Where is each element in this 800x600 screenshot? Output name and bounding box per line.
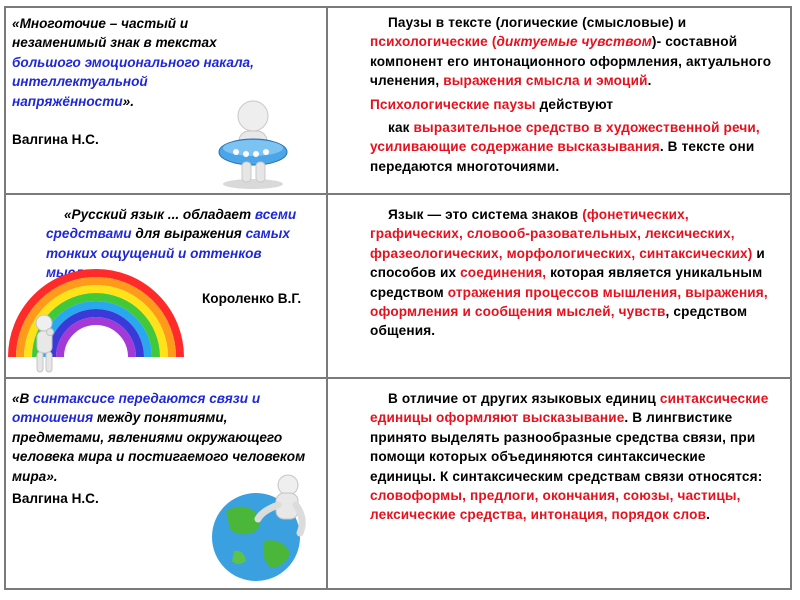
highlight-red: соединения, <box>460 265 547 281</box>
body-text: действуют <box>535 96 614 112</box>
body-text: как <box>388 120 414 136</box>
row2-author: Короленко В.Г. <box>202 291 302 306</box>
row3-text <box>370 389 774 525</box>
body-text: В отличие от других языковых единиц <box>388 391 660 406</box>
body-text: Язык — это система знаков <box>388 207 583 222</box>
quote-text: ». <box>92 265 104 281</box>
body-text: . <box>706 507 711 523</box>
body-text: Паузы в тексте (логические (смысловые) и <box>388 15 687 30</box>
row2-text <box>370 205 774 341</box>
quote-highlight: самых тонких ощущений и оттенков мысли <box>46 226 290 281</box>
row3-right-cell <box>328 379 790 588</box>
body-text: которая является уникальным средством <box>370 265 763 300</box>
quote-highlight: большого эмоционального накала, интеллектуальной напряжённости <box>12 54 254 109</box>
thinking-figure-icon <box>28 313 62 375</box>
row1-right-cell <box>328 8 790 193</box>
row2-right-cell <box>328 195 790 377</box>
quote-text: ». <box>122 93 134 109</box>
figure-hugging-globe-icon <box>204 471 316 585</box>
row1-text <box>370 13 774 176</box>
row3-author: Валгина Н.С. <box>12 491 99 506</box>
highlight-red: словоформы, предлоги, окончания, союзы, частицы, лексические средства, интонация, порядок слов <box>370 488 741 523</box>
quote-text: «Русский язык ... обладает <box>64 207 255 222</box>
highlight-red: психологические ( <box>370 34 497 50</box>
row3-left-cell <box>6 379 326 588</box>
quote-text: « <box>12 16 20 31</box>
row2-left-cell <box>6 195 326 377</box>
figure-with-blue-disc-icon <box>206 96 301 191</box>
row1-author: Валгина Н.С. <box>12 132 99 147</box>
highlight-red-italic: диктуемые чувством <box>496 34 652 50</box>
quote-text: для выражения <box>131 226 246 242</box>
body-text: и способов их <box>370 245 765 281</box>
highlight-red: синтаксические единицы оформляют высказывание <box>370 391 769 426</box>
body-text: . В лингвистике принято выделять разнообразные средства связи, при помощи которых объединяются синтаксические единицы. К синтаксическим средствам связи относятся: <box>370 410 763 484</box>
body-text: . <box>647 73 652 89</box>
highlight-red: отражения процессов мышления, выражения, оформления и сообщения мыслей, чувств <box>370 284 768 320</box>
highlight-red: выражения смысла и эмоций <box>443 73 648 89</box>
highlight-red: Психологические паузы <box>370 96 536 112</box>
highlight-red: (фонетических, графических, словооб-разовательных, лексических, фразеологических, морфологических, синтаксических) <box>370 207 753 261</box>
row1-left-cell <box>6 8 326 193</box>
quote-highlight: синтаксисе передаются связи и отношения <box>12 391 261 426</box>
body-text: , средством общения. <box>370 304 748 339</box>
quote-table <box>4 6 792 590</box>
body-text: - составной компонент его интонационного оформления, актуального членения, <box>370 34 772 89</box>
quote-text: Многоточие – частый и незаменимый знак в текстах <box>12 16 217 51</box>
body-text: . В тексте они передаются многоточиями. <box>370 139 755 174</box>
quote-highlight: всеми средствами <box>46 207 297 242</box>
body-text: ) <box>651 34 657 50</box>
quote-text: между понятиями, предметами, явлениями окружающего человека мира и постигаемого человеком мира». <box>12 410 306 484</box>
highlight-red: выразительное средство в художественной речи, усиливающие содержание высказывания <box>370 120 760 155</box>
quote-text: «В <box>12 391 34 406</box>
